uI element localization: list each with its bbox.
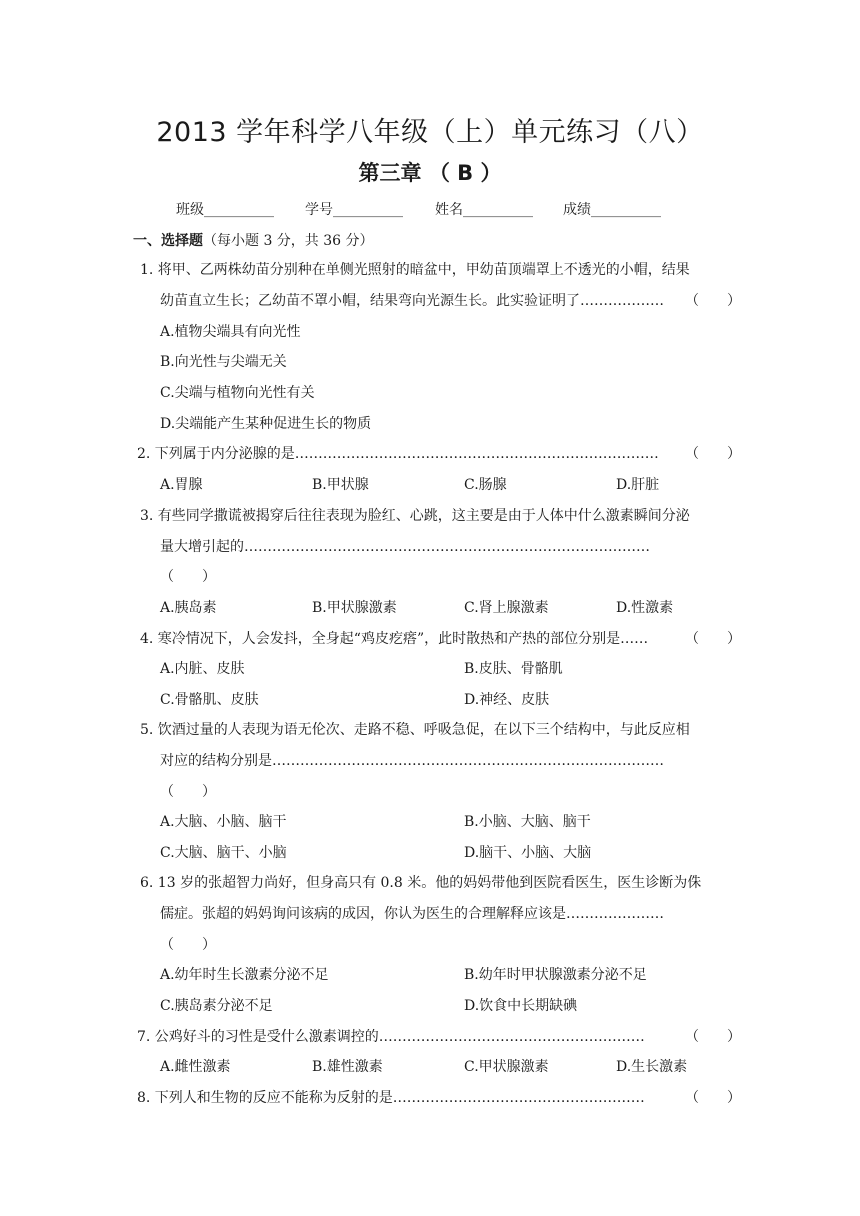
- page-title: 2013 学年科学八年级（上）单元练习（八）: [156, 117, 704, 148]
- answer-blank-5: （ ）: [160, 784, 216, 800]
- q3-option-c: C.肾上腺激素: [464, 600, 549, 616]
- q1-option-d: D.尖端能产生某种促进生长的物质: [160, 416, 372, 432]
- answer-blank-6: （ ）: [160, 937, 216, 953]
- section-note: （每小题 3 分，共 36 分）: [203, 233, 374, 249]
- question-1-line-1: 1. 将甲、乙两株幼苗分别种在单侧光照射的暗盆中，甲幼苗顶端罩上不透光的小帽，结果: [140, 262, 690, 278]
- q6-option-d: D.饮食中长期缺碘: [464, 998, 578, 1014]
- section-title: 一、选择题: [133, 233, 203, 249]
- question-7-line-1: 7. 公鸡好斗的习性是受什么激素调控的…………………………………………………: [137, 1029, 645, 1045]
- q5-option-a: A.大脑、小脑、脑干: [160, 814, 287, 830]
- answer-blank-7: （ ）: [685, 1029, 741, 1045]
- question-6-line-2: 儒症。张超的妈妈询问该病的成因，你认为医生的合理解释应该是…………………: [160, 906, 664, 922]
- score-field-label: 成绩__________: [563, 202, 661, 218]
- answer-blank-1: （ ）: [685, 293, 741, 309]
- q4-option-d: D.神经、皮肤: [464, 692, 550, 708]
- answer-blank-4: （ ）: [685, 631, 741, 647]
- chapter-subtitle: 第三章 （ B ）: [358, 161, 502, 185]
- question-6-line-1: 6. 13 岁的张超智力尚好，但身高只有 0.8 米。他的妈妈带他到医院看医生，医生诊断为侏: [140, 875, 702, 891]
- q3-option-d: D.性激素: [616, 600, 674, 616]
- q3-option-b: B.甲状腺激素: [312, 600, 397, 616]
- question-3-line-2: 量大增引起的……………………………………………………………………………: [160, 539, 650, 555]
- q2-option-a: A.胃腺: [160, 477, 203, 493]
- answer-blank-8: （ ）: [685, 1090, 741, 1106]
- q7-option-c: C.甲状腺激素: [464, 1059, 549, 1075]
- q6-option-c: C.胰岛素分泌不足: [160, 998, 273, 1014]
- question-5-line-2: 对应的结构分别是…………………………………………………………………………: [160, 753, 664, 769]
- q5-option-d: D.脑干、小脑、大脑: [464, 845, 592, 861]
- name-field-label: 姓名__________: [435, 202, 533, 218]
- section-heading: [133, 230, 374, 250]
- q3-option-a: A.胰岛素: [160, 600, 217, 616]
- question-5-line-1: 5. 饮酒过量的人表现为语无伦次、走路不稳、呼吸急促，在以下三个结构中，与此反应相: [140, 722, 690, 738]
- q2-option-b: B.甲状腺: [312, 477, 369, 493]
- answer-blank-2: （ ）: [685, 446, 741, 462]
- q1-option-a: A.植物尖端具有向光性: [160, 324, 301, 340]
- question-3-line-1: 3. 有些同学撒谎被揭穿后往往表现为脸红、心跳，这主要是由于人体中什么激素瞬间分泌: [140, 508, 690, 524]
- student-number-field-label: 学号__________: [305, 202, 403, 218]
- q4-option-c: C.骨骼肌、皮肤: [160, 692, 259, 708]
- q5-option-c: C.大脑、脑干、小脑: [160, 845, 287, 861]
- q5-option-b: B.小脑、大脑、脑干: [464, 814, 591, 830]
- q1-option-b: B.向光性与尖端无关: [160, 354, 287, 370]
- q1-option-c: C.尖端与植物向光性有关: [160, 385, 315, 401]
- q6-option-b: B.幼年时甲状腺激素分泌不足: [464, 967, 647, 983]
- q7-option-d: D.生长激素: [616, 1059, 688, 1075]
- q2-option-c: C.肠腺: [464, 477, 507, 493]
- class-field-label: 班级__________: [176, 202, 274, 218]
- q4-option-a: A.内脏、皮肤: [160, 661, 245, 677]
- q2-option-d: D.肝脏: [616, 477, 660, 493]
- question-8-line-1: 8. 下列人和生物的反应不能称为反射的是………………………………………………: [137, 1090, 645, 1106]
- answer-blank-3: （ ）: [160, 569, 216, 585]
- q6-option-a: A.幼年时生长激素分泌不足: [160, 967, 329, 983]
- q7-option-a: A.雌性激素: [160, 1059, 231, 1075]
- q7-option-b: B.雄性激素: [312, 1059, 383, 1075]
- question-2-line-1: 2. 下列属于内分泌腺的是……………………………………………………………………: [137, 446, 659, 462]
- question-1-line-2: 幼苗直立生长；乙幼苗不罩小帽，结果弯向光源生长。此实验证明了………………: [160, 293, 664, 309]
- q4-option-b: B.皮肤、骨骼肌: [464, 661, 563, 677]
- question-4-line-1: 4. 寒冷情况下，人会发抖，全身起“鸡皮疙瘩”，此时散热和产热的部位分别是……: [140, 631, 649, 647]
